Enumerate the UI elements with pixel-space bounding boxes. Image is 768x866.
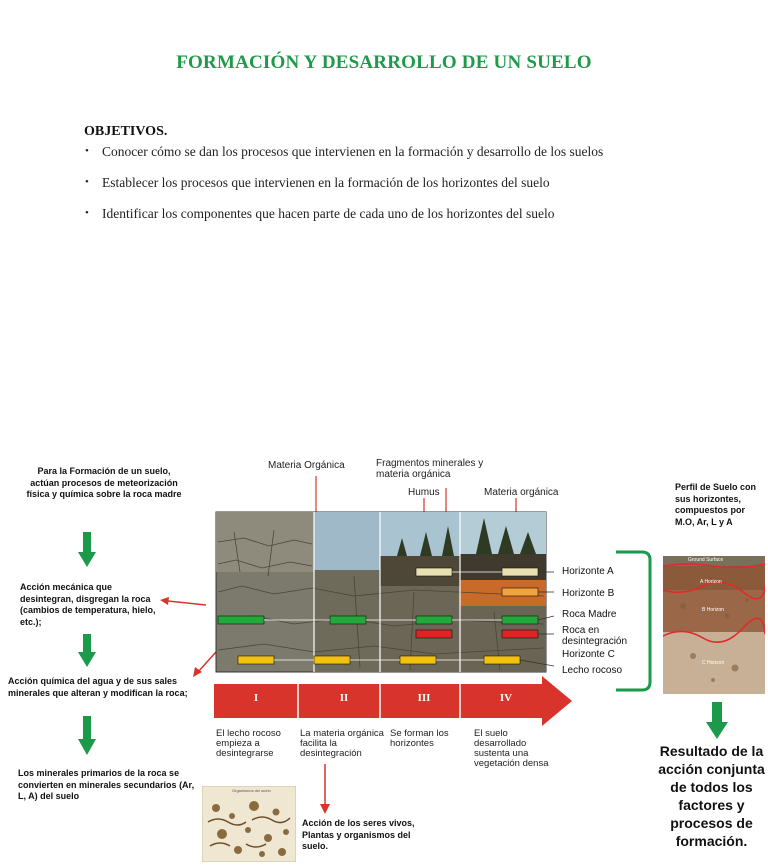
label-materia-organica: Materia Orgánica <box>268 460 345 471</box>
arrow-down-icon <box>706 702 728 740</box>
note-formation: Para la Formación de un suelo, actúan procesos de meteorización física y química sobre la roca madre <box>26 466 182 499</box>
red-arrow-icon <box>160 596 208 610</box>
label-materia-organica-2: Materia orgánica <box>484 487 559 498</box>
red-arrow-icon <box>318 764 332 814</box>
profile-caption: Perfil de Suelo con sus horizontes, compuestos por M.O, Ar, L y A <box>675 482 757 527</box>
stage-numeral: IV <box>499 692 513 704</box>
arrow-down-icon <box>78 716 96 756</box>
objectives-heading: OBJETIVOS. <box>84 124 168 139</box>
horizon-label: Horizonte B <box>562 588 615 599</box>
profile-label: A Horizon <box>700 579 722 585</box>
objective-item: • Identificar los componentes que hacen parte de cada uno de los horizontes del suelo <box>84 205 604 222</box>
horizon-label: Roca Madre <box>562 609 617 620</box>
bracket-icon <box>612 548 654 694</box>
arrow-down-icon <box>78 634 96 668</box>
objective-item: • Establecer los procesos que intervienen en la formación de los horizontes del suelo <box>84 174 604 191</box>
stage-numeral: II <box>339 692 349 704</box>
soil-profile-image <box>663 556 765 694</box>
note-minerals: Los minerales primarios de la roca se convierten en minerales secundarios (Ar, L, A) del suelo <box>18 768 195 801</box>
objectives-list <box>84 143 604 236</box>
result-text: Resultado de la acción conjunta de todos los factores y procesos de formación. <box>658 743 765 849</box>
stage-caption: La materia orgánica facilita la desintegración <box>300 728 384 759</box>
objective-item: • Conocer cómo se dan los procesos que intervienen en la formación y desarrollo de los suelos <box>84 143 604 160</box>
page-title: FORMACIÓN Y DESARROLLO DE UN SUELO <box>176 52 592 73</box>
note-living-beings: Acción de los seres vivos, Plantas y organismos del suelo. <box>302 818 415 851</box>
label-humus: Humus <box>408 487 440 498</box>
soil-formation-diagram <box>214 472 554 677</box>
stage-caption: El lecho rocoso empieza a desintegrarse <box>216 728 281 759</box>
profile-label: Ground Surface <box>688 557 724 563</box>
stage-numeral: I <box>253 692 259 704</box>
horizon-label: Horizonte A <box>562 566 614 577</box>
profile-label: B Horizon <box>702 607 724 613</box>
arrow-down-icon <box>78 532 96 568</box>
horizon-label: Horizonte C <box>562 649 615 660</box>
horizon-label: Roca en desintegración <box>562 625 628 647</box>
stage-caption: El suelo desarrollado sustenta una vegetación densa <box>474 728 549 769</box>
stage-numeral: III <box>417 692 431 704</box>
label-fragmentos: Fragmentos minerales y materia orgánica <box>376 458 484 480</box>
note-chemical: Acción química del agua y de sus sales minerales que alteran y modifican la roca; <box>8 676 188 698</box>
stage-caption: Se forman los horizontes <box>390 728 449 749</box>
profile-label: C Horizon <box>702 660 725 666</box>
note-mechanical: Acción mecánica que desintegran, disgregan la roca (cambios de temperatura, hielo, etc.); <box>20 582 156 627</box>
organisms-caption: Organismos del suelo <box>232 788 271 793</box>
soil-organisms-image <box>202 786 296 862</box>
horizon-label: Lecho rocoso <box>562 665 623 676</box>
